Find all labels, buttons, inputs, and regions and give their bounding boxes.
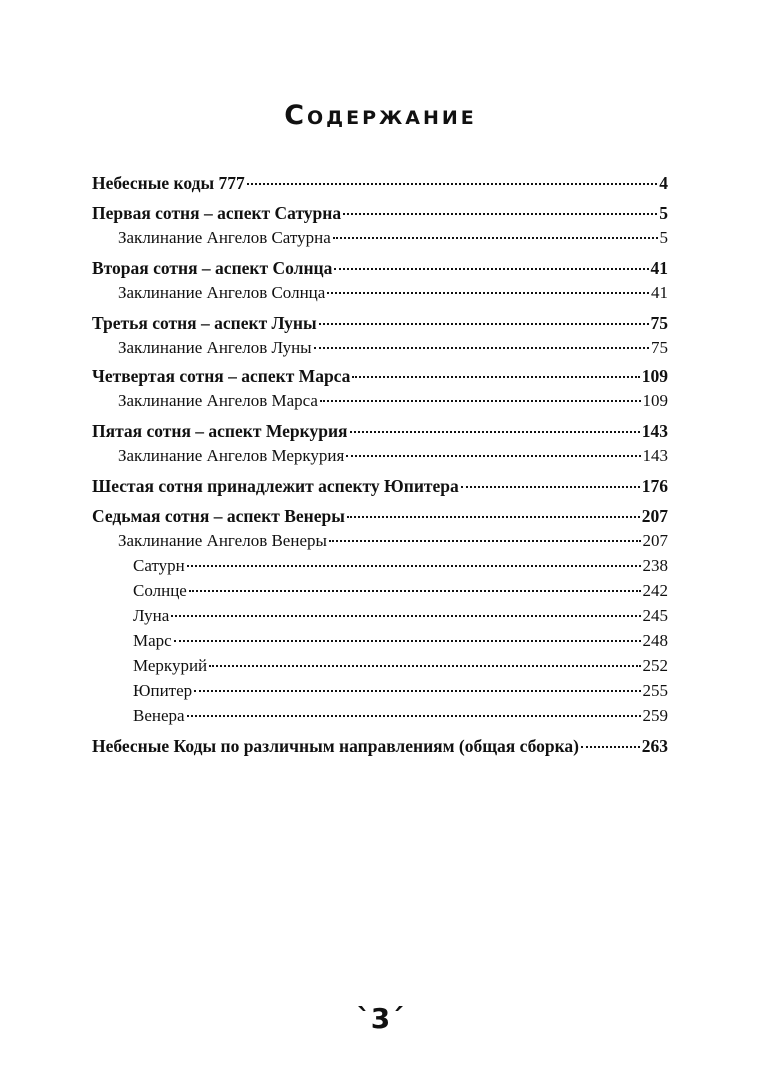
toc-entry-page: 143 — [642, 446, 668, 465]
toc-entry-page: 248 — [642, 631, 668, 650]
toc-entry — [92, 227, 668, 249]
toc-entry-title: Седьмая сотня – аспект Венеры — [92, 506, 345, 526]
dot-leader — [320, 400, 641, 402]
toc-entry-title: Солнце — [133, 581, 187, 600]
dot-leader — [334, 268, 648, 270]
toc-entry — [92, 680, 668, 702]
toc-entry-page: 176 — [641, 476, 668, 496]
toc-entry-title: Луна — [133, 606, 170, 625]
toc-entry — [92, 282, 668, 304]
toc-entry — [92, 390, 668, 412]
toc-entry-title: Заклинание Ангелов Солнца — [118, 283, 326, 302]
toc-entry-page: 5 — [659, 228, 668, 247]
toc-entry — [92, 257, 668, 279]
dot-leader — [174, 640, 641, 642]
toc-entry — [92, 580, 668, 602]
toc-entry-page: 242 — [642, 581, 668, 600]
toc-entry-page: 143 — [641, 421, 668, 441]
toc-entry — [92, 337, 668, 359]
toc-entry-title: Небесные Коды по различным направлениям (общая сборка) — [92, 736, 580, 756]
dot-leader — [461, 486, 640, 488]
toc-entry — [92, 530, 668, 552]
dot-leader — [194, 690, 640, 692]
toc-entry — [92, 630, 668, 652]
toc-entry-page: 4 — [659, 173, 668, 193]
toc-entry-title: Меркурий — [133, 656, 208, 675]
toc-entry-page: 207 — [641, 506, 668, 526]
toc-entry-title: Заклинание Ангелов Венеры — [118, 531, 327, 550]
dot-leader — [319, 323, 649, 325]
dot-leader — [347, 516, 640, 518]
dot-leader — [189, 590, 641, 592]
dot-leader — [327, 292, 649, 294]
dot-leader — [187, 715, 641, 717]
toc-entry — [92, 555, 668, 577]
toc-entry — [92, 365, 668, 387]
toc-entry — [92, 735, 668, 757]
toc-entry — [92, 655, 668, 677]
toc-entry-title: Четвертая сотня – аспект Марса — [92, 366, 351, 386]
toc-entry — [92, 420, 668, 442]
dot-leader — [187, 565, 641, 567]
toc-entry-title: Заклинание Ангелов Марса — [118, 391, 318, 410]
dot-leader — [350, 431, 640, 433]
toc-entry-page: 255 — [642, 681, 668, 700]
toc-entry-title: Сатурн — [133, 556, 185, 575]
toc-entry-title: Третья сотня – аспект Луны — [92, 313, 317, 333]
toc-entry-page: 109 — [641, 366, 668, 386]
dot-leader — [346, 455, 640, 457]
toc-entry-title: Венера — [133, 706, 185, 725]
toc-entry — [92, 605, 668, 627]
toc-entry-page: 41 — [651, 283, 668, 302]
toc-entry-page: 109 — [642, 391, 668, 410]
toc-entry-page: 75 — [650, 313, 668, 333]
toc-entry-title: Шестая сотня принадлежит аспекту Юпитера — [92, 476, 459, 496]
toc-entry-page: 263 — [641, 736, 668, 756]
dot-leader — [209, 665, 640, 667]
toc-entry-title: Небесные коды 777 — [92, 173, 245, 193]
toc-entry — [92, 705, 668, 727]
toc-entry-title: Первая сотня – аспект Сатурна — [92, 203, 342, 223]
toc-entry — [92, 202, 668, 224]
toc-entry-page: 75 — [651, 338, 668, 357]
dot-leader — [352, 376, 639, 378]
toc-entry-title: Марс — [133, 631, 172, 650]
toc-entry-page: 259 — [642, 706, 668, 725]
toc-entry-title: Заклинание Ангелов Сатурна — [118, 228, 331, 247]
dot-leader — [314, 347, 649, 349]
toc-entry-page: 238 — [642, 556, 668, 575]
toc-entry-title: Пятая сотня – аспект Меркурия — [92, 421, 348, 441]
toc-entry-page: 252 — [642, 656, 668, 675]
dot-leader — [343, 213, 657, 215]
toc-entry — [92, 505, 668, 527]
toc-entry-page: 245 — [642, 606, 668, 625]
page-title: Содержание — [284, 100, 477, 131]
dot-leader — [247, 183, 657, 185]
toc-entry-title: Юпитер — [133, 681, 193, 700]
toc-entry — [92, 312, 668, 334]
toc-entry-title: Заклинание Ангелов Меркурия — [118, 446, 345, 465]
dot-leader — [581, 746, 640, 748]
toc-entry-title: Заклинание Ангелов Луны — [118, 338, 312, 357]
toc-entry-title: Вторая сотня – аспект Солнца — [92, 258, 333, 278]
toc-entry — [92, 445, 668, 467]
toc-entry-page: 41 — [650, 258, 668, 278]
dot-leader — [171, 615, 640, 617]
toc-entry-page: 5 — [659, 203, 668, 223]
dot-leader — [333, 237, 658, 239]
dot-leader — [329, 540, 641, 542]
toc-entry — [92, 475, 668, 497]
page-number: `3´ — [356, 1002, 405, 1035]
toc-entry-page: 207 — [642, 531, 668, 550]
toc-entry — [92, 172, 668, 194]
